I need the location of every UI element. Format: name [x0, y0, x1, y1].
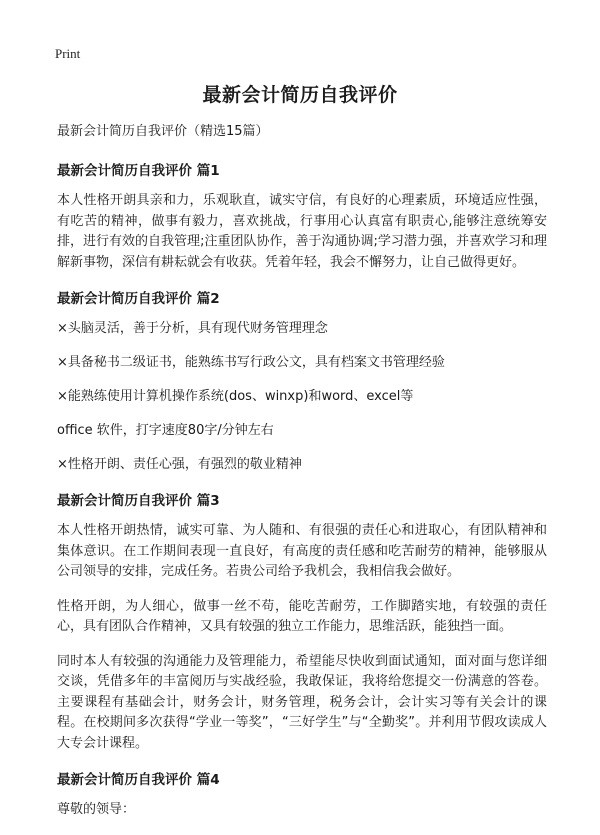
document-subtitle: 最新会计简历自我评价（精选15篇） — [57, 124, 269, 139]
section-4 — [57, 768, 547, 821]
print-label[interactable]: Print — [55, 46, 81, 61]
section-heading: 最新会计简历自我评价 篇4 — [57, 772, 220, 788]
section-heading: 最新会计简历自我评价 篇3 — [57, 493, 220, 509]
list-item: ×性格开朗、责任心强，有强烈的敬业精神 — [57, 457, 302, 472]
section-3 — [57, 489, 547, 754]
section-heading: 最新会计简历自我评价 篇1 — [57, 163, 220, 179]
list-item: ×能熟练使用计算机操作系统(dos、winxp)和word、excel等 — [57, 389, 414, 404]
page-title: 最新会计简历自我评价 — [202, 84, 398, 106]
list-item: ×具备秘书二级证书，能熟练书写行政公文，具有档案文书管理经验 — [57, 355, 445, 370]
section-1 — [57, 159, 547, 273]
section-2 — [57, 287, 547, 475]
paragraph: 性格开朗，为人细心，做事一丝不苟，能吃苦耐劳，工作脚踏实地，有较强的责任心，具有团队合作精神，又具有较强的独立工作能力，思维活跃，能独挡一面。 — [57, 598, 547, 634]
section-heading: 最新会计简历自我评价 篇2 — [57, 291, 220, 307]
list-item: ×头脑灵活，善于分析，具有现代财务管理理念 — [57, 321, 328, 336]
paragraph: 同时本人有较强的沟通能力及管理能力，希望能尽快收到面试通知，面对面与您详细交谈，凭借多年的丰富阅历与实战经验，我敢保证，我将给您提交一份满意的答卷。主要课程有基础会计，财务会计，财务管理，税务会计，会计实习等有关会计的课程。在校期间多次获得“学业一等奖”，“三好学生”与“全勤奖”。并利用节假攻读成人大专会计课程。 — [57, 653, 547, 751]
document-body — [57, 120, 547, 835]
list-item: office 软件，打字速度80字/分钟左右 — [57, 423, 274, 438]
paragraph: 本人性格开朗热情，诚实可靠、为人随和、有很强的责任心和进取心，有团队精神和集体意识。在工作期间表现一直良好，有高度的责任感和吃苦耐劳的精神，能够服从公司领导的安排，完成任务。若贵公司给予我机会，我相信我会做好。 — [57, 523, 547, 579]
paragraph: 本人性格开朗具亲和力，乐观耿直，诚实守信，有良好的心理素质，环境适应性强，有吃苦的精神，做事有毅力，喜欢挑战，行事用心认真富有职责心,能够注意统筹安排，进行有效的自我管理;注重团队协作，善于沟通协调;学习潜力强，并喜欢学习和理解新事物，深信有耕耘就会有收获。凭着年轻，我会不懈努力，让自己做得更好。 — [57, 193, 547, 270]
paragraph: 尊敬的领导： — [57, 802, 136, 817]
